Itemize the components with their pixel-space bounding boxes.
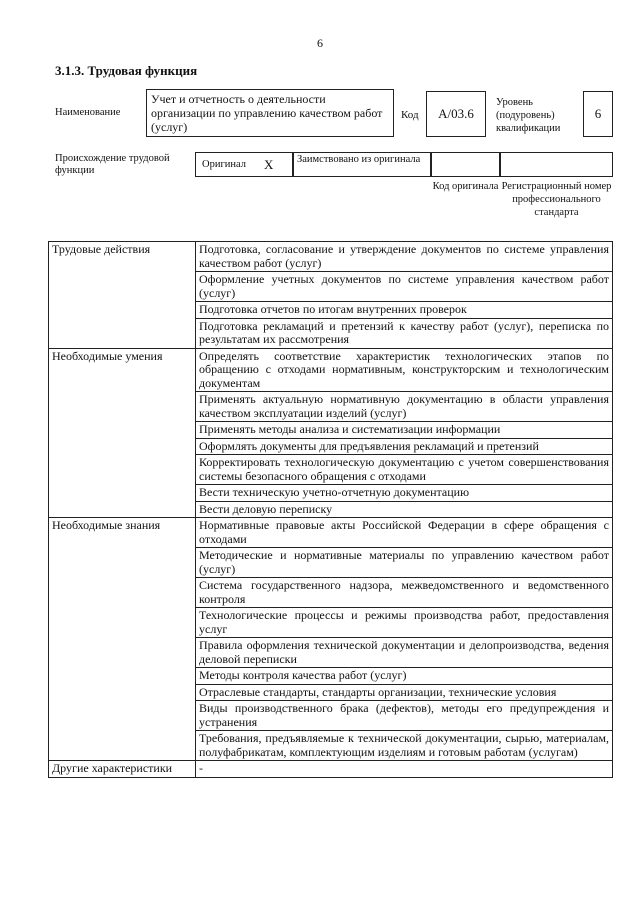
code-value: A/03.6: [426, 91, 486, 137]
knowledge-item: Методические и нормативные материалы по управлению качеством работ (услуг): [196, 548, 613, 578]
skills-item: Вести техническую учетно-отчетную документацию: [196, 485, 613, 502]
labor-actions-item: Подготовка рекламаций и претензий к качеству работ (услуг), переписка по результатам их рассмотрения: [196, 318, 613, 348]
skills-label: Необходимые умения: [49, 348, 196, 518]
labor-actions-item: Подготовка отчетов по итогам внутренних проверок: [196, 302, 613, 319]
page-number: 6: [317, 36, 323, 50]
other-characteristics-value: -: [196, 761, 613, 778]
labor-actions-item: Оформление учетных документов по системе управления качеством работ (услуг): [196, 272, 613, 302]
section-title: 3.1.3. Трудовая функция: [55, 63, 198, 78]
knowledge-item: Методы контроля качества работ (услуг): [196, 668, 613, 685]
table-row: [49, 348, 613, 392]
code-caption: Код оригинала: [432, 181, 499, 192]
skills-item: Применять актуальную нормативную документацию в области управления качеством эксплуатации изделий (услуг): [196, 392, 613, 422]
skills-item: Оформлять документы для предъявления рекламаций и претензий: [196, 438, 613, 455]
knowledge-item: Отраслевые стандарты, стандарты организации, технические условия: [196, 684, 613, 701]
knowledge-item: Виды производственного брака (дефектов), методы его предупреждения и устранения: [196, 701, 613, 731]
original-mark: X: [264, 156, 274, 172]
labor-actions-item: Подготовка, согласование и утверждение документов по системе управления качеством работ (услуг): [196, 242, 613, 272]
original-label: Оригинал: [202, 159, 246, 170]
labor-function-table: [48, 241, 613, 778]
table-row: [49, 761, 613, 778]
knowledge-item: Нормативные правовые акты Российской Федерации в сфере обращения с отходами: [196, 518, 613, 548]
knowledge-label: Необходимые знания: [49, 518, 196, 761]
code-label: Код: [401, 109, 419, 121]
skills-item: Определять соответствие характеристик технологических этапов по обращению с отходами нормативным, конструкторским и технологическим документам: [196, 348, 613, 392]
skills-item: Вести деловую переписку: [196, 501, 613, 518]
table-row: [49, 242, 613, 272]
origin-label: Происхождение трудовой функции: [55, 153, 170, 176]
skills-item: Корректировать технологическую документацию с учетом совершенствования системы безопасного обращения с отходами: [196, 455, 613, 485]
table-row: [49, 518, 613, 548]
name-label: Наименование: [55, 107, 121, 118]
knowledge-item: Правила оформления технической документации и делопроизводства, ведения деловой переписки: [196, 638, 613, 668]
other-characteristics-label: Другие характеристики: [49, 761, 196, 778]
knowledge-item: Требования, предъявляемые к технической документации, сырью, материалам, полуфабрикатам, комплектующим изделиям и готовым работам (услугам): [196, 731, 613, 761]
labor-actions-label: Трудовые действия: [49, 242, 196, 349]
level-label: Уровень (подуровень) квалификации: [496, 97, 561, 134]
original-cell: [195, 152, 293, 177]
knowledge-item: Технологические процессы и режимы производства работ, предоставления услуг: [196, 608, 613, 638]
original-code-cell: [431, 152, 500, 177]
registration-number-cell: [500, 152, 613, 177]
registration-caption: Регистрационный номер профессионального стандарта: [501, 181, 612, 218]
level-value: 6: [583, 91, 613, 137]
name-value: Учет и отчетность о деятельности организации по управлению качеством работ (услуг): [146, 89, 394, 137]
skills-item: Применять методы анализа и систематизации информации: [196, 422, 613, 439]
knowledge-item: Система государственного надзора, межведомственного и ведомственного контроля: [196, 578, 613, 608]
borrowed-label: Заимствовано из оригинала: [293, 152, 431, 177]
